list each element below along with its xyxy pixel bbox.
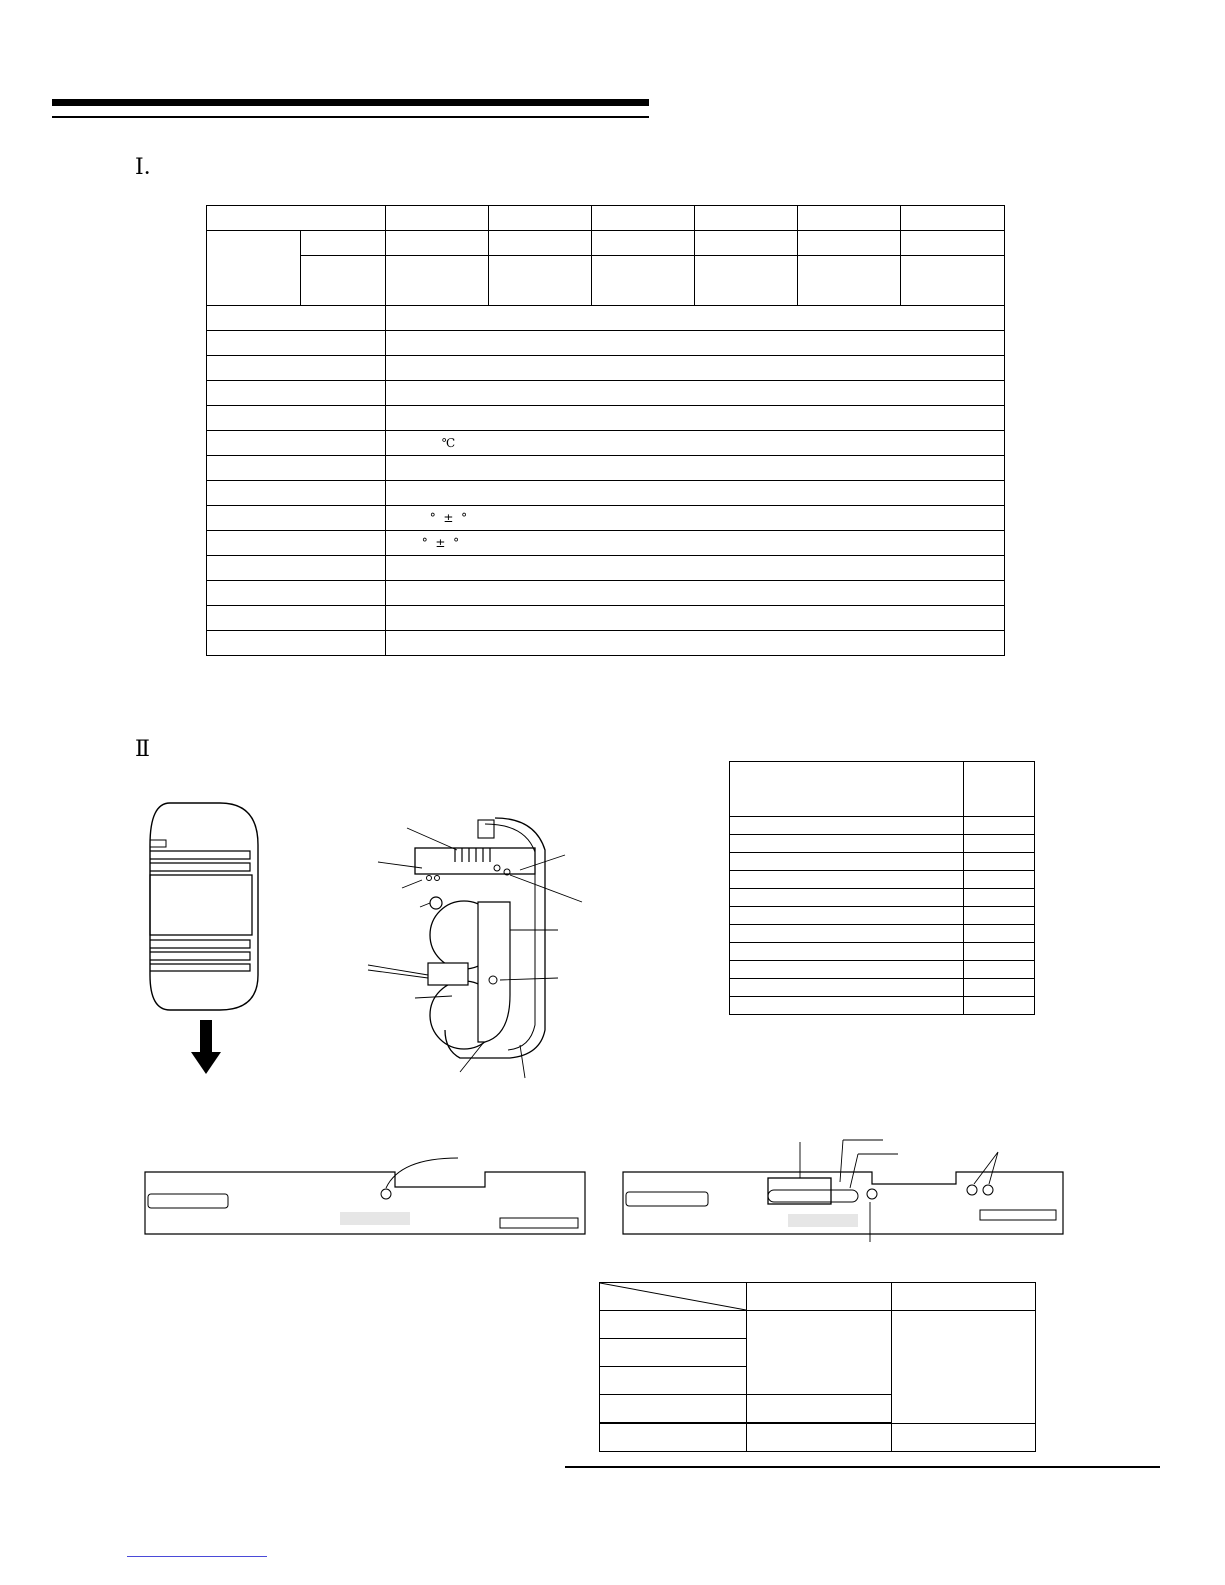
parts-row <box>730 979 1035 997</box>
spec-row <box>207 581 1005 606</box>
parts-row <box>730 925 1035 943</box>
angle-range-b: ° ± ° <box>421 536 460 550</box>
parts-row <box>730 907 1035 925</box>
parts-row <box>730 853 1035 871</box>
parts-cell <box>964 817 1035 835</box>
header-rule-thin <box>52 116 649 118</box>
spec-row <box>207 406 1005 431</box>
parts-row <box>730 997 1035 1015</box>
spec-row <box>207 231 1005 256</box>
spec-row <box>207 481 1005 506</box>
parts-cell <box>730 943 964 961</box>
spec-row <box>207 431 1005 456</box>
parts-cell <box>964 943 1035 961</box>
spec-cell <box>385 406 1004 431</box>
spec-cell <box>207 606 386 631</box>
parts-cell <box>730 762 964 817</box>
parts-row <box>730 871 1035 889</box>
section-2-number: Ⅱ <box>135 737 150 762</box>
spec-row <box>207 306 1005 331</box>
parts-cell <box>964 925 1035 943</box>
spec-cell <box>385 631 1004 656</box>
spec-cell <box>695 256 798 306</box>
parts-row <box>730 889 1035 907</box>
spec-cell <box>385 481 1004 506</box>
spec-cell <box>901 231 1005 256</box>
spec-cell <box>385 456 1004 481</box>
wiring-cell <box>747 1283 892 1311</box>
parts-cell <box>964 762 1035 817</box>
parts-cell <box>964 835 1035 853</box>
spec-cell <box>592 206 695 231</box>
spec-row <box>207 506 1005 531</box>
spec-cell <box>300 231 385 256</box>
board-left-illustration <box>140 1150 595 1240</box>
spec-cell <box>207 206 386 231</box>
spec-cell <box>901 206 1005 231</box>
spec-cell <box>385 206 488 231</box>
wiring-header-row <box>600 1283 1036 1311</box>
wiring-cell <box>600 1311 747 1339</box>
wiring-row <box>600 1311 1036 1339</box>
spec-cell <box>385 606 1004 631</box>
parts-cell <box>964 979 1035 997</box>
parts-cell <box>964 961 1035 979</box>
parts-cell <box>730 925 964 943</box>
wiring-cell <box>600 1339 747 1367</box>
spec-header-row <box>207 206 1005 231</box>
parts-header-row <box>730 762 1035 817</box>
spec-cell <box>385 381 1004 406</box>
parts-row <box>730 943 1035 961</box>
spec-cell <box>695 206 798 231</box>
spec-cell <box>592 256 695 306</box>
parts-cell <box>964 889 1035 907</box>
spec-cell <box>207 381 386 406</box>
wiring-cell <box>891 1283 1035 1311</box>
spec-row <box>207 331 1005 356</box>
parts-cell <box>730 853 964 871</box>
wiring-cell <box>600 1367 747 1395</box>
spec-cell <box>385 556 1004 581</box>
section-1-number: Ⅰ． <box>135 155 166 180</box>
down-arrow-icon <box>191 1020 221 1076</box>
spec-cell <box>207 506 386 531</box>
spec-cell <box>488 256 592 306</box>
spec-cell <box>385 506 1004 531</box>
spec-row <box>207 256 1005 306</box>
spec-cell <box>207 231 301 306</box>
parts-cell <box>730 907 964 925</box>
wiring-table <box>599 1282 1036 1452</box>
parts-cell <box>964 907 1035 925</box>
spec-row <box>207 531 1005 556</box>
spec-cell <box>385 256 488 306</box>
wiring-row <box>600 1423 1036 1452</box>
parts-cell <box>730 835 964 853</box>
wiring-cell <box>600 1395 747 1424</box>
spec-cell <box>207 456 386 481</box>
parts-cell <box>730 817 964 835</box>
spec-cell <box>385 331 1004 356</box>
parts-cell <box>964 997 1035 1015</box>
wiring-cell <box>747 1395 892 1424</box>
parts-row <box>730 835 1035 853</box>
spec-cell <box>385 306 1004 331</box>
spec-row <box>207 556 1005 581</box>
angle-range-a: ° ± ° <box>429 511 468 525</box>
parts-cell <box>730 871 964 889</box>
wiring-cell <box>891 1423 1035 1452</box>
parts-cell <box>964 871 1035 889</box>
spec-cell <box>207 431 386 456</box>
parts-cell <box>730 997 964 1015</box>
spec-cell <box>385 356 1004 381</box>
parts-cell <box>730 961 964 979</box>
wiring-cell <box>747 1311 892 1395</box>
spec-row <box>207 606 1005 631</box>
board-right-illustration <box>618 1132 1070 1247</box>
wiring-diagonal-header-cell <box>600 1283 747 1311</box>
spec-cell <box>207 481 386 506</box>
spec-cell <box>207 631 386 656</box>
parts-cell <box>730 979 964 997</box>
spec-cell <box>207 556 386 581</box>
wiring-cell <box>891 1311 1035 1424</box>
parts-cell <box>730 889 964 907</box>
parts-row <box>730 817 1035 835</box>
parts-row <box>730 961 1035 979</box>
wiring-cell <box>600 1423 747 1452</box>
spec-cell <box>207 406 386 431</box>
spec-cell <box>207 331 386 356</box>
spec-cell <box>207 531 386 556</box>
spec-cell <box>385 231 488 256</box>
footer-rule <box>565 1466 1160 1468</box>
parts-cell <box>964 853 1035 871</box>
spec-cell <box>488 206 592 231</box>
parts-table <box>729 761 1035 1015</box>
spec-cell <box>798 231 901 256</box>
spec-cell <box>385 531 1004 556</box>
spec-cell <box>695 231 798 256</box>
spec-cell <box>592 231 695 256</box>
spec-cell <box>488 231 592 256</box>
spec-row <box>207 381 1005 406</box>
spec-table <box>206 205 1005 656</box>
diagonal-divider <box>600 1283 746 1310</box>
spec-cell <box>207 306 386 331</box>
spec-row <box>207 631 1005 656</box>
spec-row <box>207 456 1005 481</box>
spec-row <box>207 356 1005 381</box>
spec-cell <box>901 256 1005 306</box>
spec-cell <box>798 256 901 306</box>
spec-cell <box>385 431 1004 456</box>
spec-cell <box>300 256 385 306</box>
spec-cell <box>385 581 1004 606</box>
footer-link-underline[interactable] <box>127 1556 267 1557</box>
spec-cell <box>798 206 901 231</box>
detector-internal-illustration <box>360 810 590 1085</box>
spec-cell <box>207 581 386 606</box>
wiring-cell <box>747 1423 892 1452</box>
temperature-unit: ℃ <box>441 436 456 450</box>
spec-cell <box>207 356 386 381</box>
header-rule-thick <box>52 99 649 106</box>
